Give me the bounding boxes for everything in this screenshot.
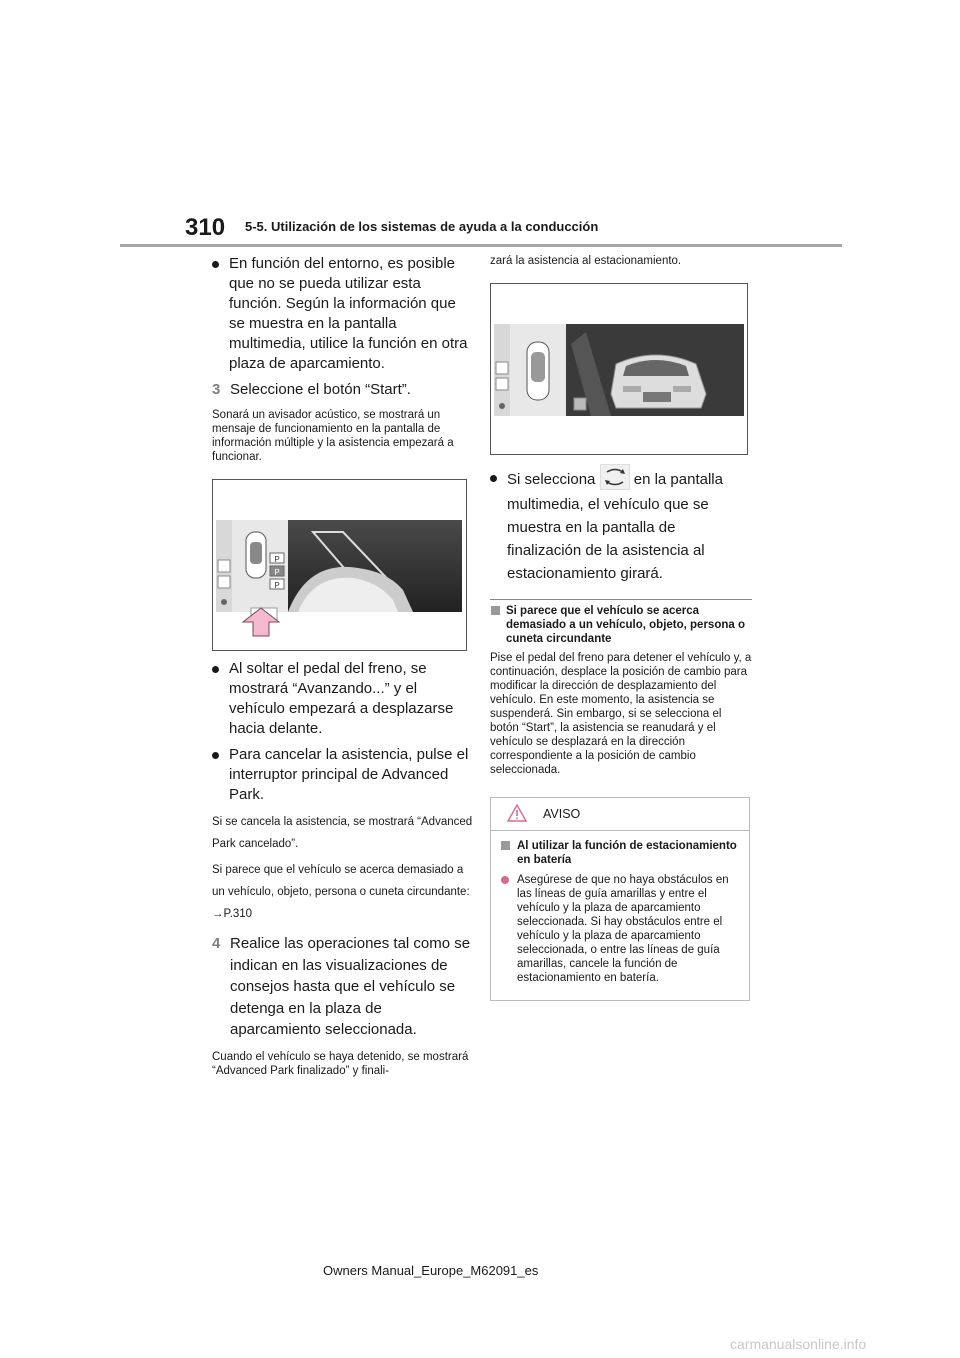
section-title: 5-5. Utilización de los sistemas de ayuda a la conducción bbox=[245, 219, 599, 234]
notice-bullet: Asegúrese de que no haya obstáculos en las líneas de guía amarillas y entre el vehículo y la plaza de aparcamiento seleccionada. Si hay obstáculos entre el vehículo y la plaza de aparcamiento seleccionada, o entre las líneas de guía amarillas, cancele la función de estacionamiento en batería. bbox=[499, 873, 741, 985]
bullet-cancel-assist: Para cancelar la asistencia, pulse el interruptor principal de Advanced Park. bbox=[212, 745, 474, 805]
footer-manual-id: Owners Manual_Europe_M62091_es bbox=[323, 1263, 539, 1278]
notice-box bbox=[490, 797, 750, 1001]
warning-triangle-icon bbox=[507, 804, 527, 822]
square-bullet-icon bbox=[501, 841, 510, 850]
left-column bbox=[212, 254, 474, 1078]
bullet-environment: En función del entorno, es posible que no se pueda utilizar esta función. Según la información que se muestra en la pantalla multimedia, utilice la función en otra plaza de aparcamiento. bbox=[212, 254, 474, 374]
subsection-rule bbox=[490, 599, 752, 600]
parking-screen-illustration bbox=[213, 480, 466, 650]
bullet-dot bbox=[212, 261, 219, 268]
bullet-dot bbox=[501, 876, 509, 884]
step-3-description: Sonará un avisador acústico, se mostrará un mensaje de funcionamiento en la pantalla de información múltiple y la asistencia empezará a funcionar. bbox=[212, 409, 454, 463]
bullet-dot bbox=[212, 752, 219, 759]
step-text: Seleccione el botón “Start”. bbox=[230, 381, 411, 398]
step-3 bbox=[212, 380, 474, 400]
subsection-heading: Si parece que el vehículo se acerca demasiado a un vehículo, objeto, persona o cuneta circundante bbox=[490, 604, 752, 646]
notice-body bbox=[491, 839, 749, 985]
rotate-arrow-icon bbox=[600, 464, 630, 490]
right-column bbox=[490, 254, 752, 777]
note-approach: Si parece que el vehículo se acerca demasiado a un vehículo, objeto, persona o cuneta circundante: →P.310 bbox=[212, 864, 470, 920]
note-cancel: Si se cancela la asistencia, se mostrará “Advanced Park cancelado”. bbox=[212, 816, 473, 850]
parking-label: P bbox=[274, 581, 280, 590]
notice-label: AVISO bbox=[543, 807, 581, 821]
step-text: Realice las operaciones tal como se indican en las visualizaciones de consejos hasta que el vehículo se detenga en la plaza de aparcamiento seleccionada. bbox=[230, 935, 471, 1038]
step-number: 4 bbox=[212, 935, 221, 952]
bullet-dot bbox=[490, 475, 497, 482]
bullet-rotate-vehicle: Si selecciona en la pantalla multimedia, el vehículo que se muestra en la pantalla de finalización de la asistencia al estacionamiento girará. bbox=[490, 467, 752, 585]
continued-text: zará la asistencia al estacionamiento. bbox=[490, 255, 682, 267]
parking-label: P bbox=[274, 568, 280, 577]
notice-subheading: Al utilizar la función de estacionamiento en batería bbox=[499, 839, 741, 867]
step-number: 3 bbox=[212, 381, 221, 398]
parking-label: P bbox=[274, 555, 280, 564]
square-bullet-icon bbox=[491, 606, 500, 615]
complete-screen-illustration bbox=[491, 284, 747, 454]
step-4-description: Cuando el vehículo se haya detenido, se mostrará “Advanced Park finalizado” y finali- bbox=[212, 1050, 469, 1077]
watermark: carmanualsonline.info bbox=[730, 1336, 867, 1352]
figure-assist-complete bbox=[490, 283, 748, 455]
figure-start-button bbox=[212, 479, 467, 651]
page-number: 310 bbox=[185, 214, 226, 241]
step-4 bbox=[212, 933, 474, 1041]
subsection-body: Pise el pedal del freno para detener el vehículo y, a continuación, desplace la posición de cambio para modificar la dirección de desplazamiento del vehículo. En este momento, la asistencia se suspenderá. Sin embargo, si se selecciona el botón “Start”, la asistencia se reanudará y el vehículo se desplazará en la dirección correspondiente a la posición de cambio seleccionada. bbox=[490, 652, 752, 776]
notice-header bbox=[491, 798, 749, 831]
bullet-dot bbox=[212, 666, 219, 673]
header-rule bbox=[120, 244, 842, 247]
bullet-release-brake: Al soltar el pedal del freno, se mostrará “Avanzando...” y el vehículo empezará a desplazarse hacia delante. bbox=[212, 659, 474, 739]
